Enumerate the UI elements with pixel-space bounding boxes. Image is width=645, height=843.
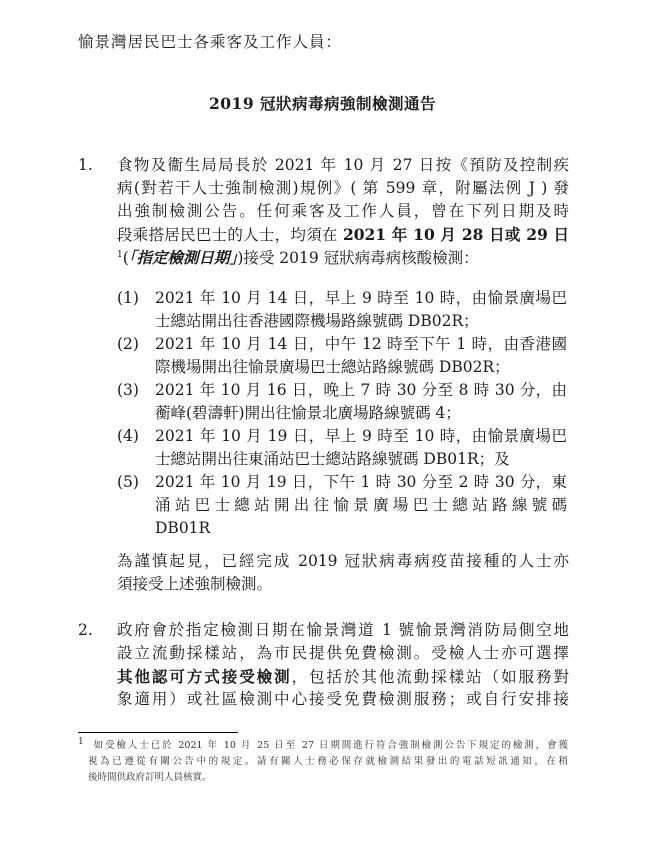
- item-number: (5): [117, 473, 139, 491]
- list-item: 2021 年 10 月 19 日，早上 9 時至 10 時，由愉景廣場巴 士總站開出往東涌站巴士總站路線號碼 DB01R；及: [155, 427, 567, 468]
- footnote: $^1$ 如受檢人士已於 2021 年 10 月 25 日至 27 日期間進行符合強制檢測公告下規定的檢測，會獲 視為已遵從有關公告中的規定。請有關人士務必保存就檢測結果發出的電話短訊通知，在稍 後時間供政府訂明人員核實。: [78, 736, 568, 783]
- list-item: 2021 年 10 月 16 日，晚上 7 時 30 分至 8 時 30 分，由 蘅峰(碧濤軒)開出往愉景北廣場路線號碼 4；: [155, 381, 567, 422]
- para2-body: [117, 619, 569, 711]
- footnote-marker: 1: [78, 736, 84, 747]
- list-item: 2021 年 10 月 14 日，中午 12 時至下午 1 時，由香港國 際機場開出往愉景廣場巴士總站路線號碼 DB02R；: [155, 335, 567, 376]
- item-number: (1): [117, 289, 139, 307]
- para1-line: 食物及衞生局局長於 2021 年 10 月 27 日按《預防及控制疾: [117, 156, 569, 174]
- page-title: 2019 冠狀病毒病強制檢測通告: [208, 94, 437, 113]
- footnote-ref: 1: [117, 249, 123, 260]
- designated-date-term: 「指定檢測日期」: [128, 248, 238, 267]
- para1-body: [117, 154, 569, 269]
- other-methods-bold: 其他認可方式接受檢測: [117, 667, 292, 686]
- list-item: 2021 年 10 月 14 日，早上 9 時至 10 時，由愉景廣場巴 士總站開出往香港國際機場路線號碼 DB02R；: [155, 289, 567, 330]
- item-number: (4): [117, 427, 139, 445]
- para2-line: 設立流動採樣站，為市民提供免費檢測。受檢人士亦可選擇: [117, 644, 569, 662]
- para2-line: 象適用）或社區檢測中心接受免費檢測服務；或自行安排接: [117, 690, 569, 708]
- para1-line: 出強制檢測公告。任何乘客及工作人員，曾在下列日期及時: [117, 202, 569, 220]
- para2-line: 其他認可方式接受檢測，包括於其他流動採樣站（如服務對: [117, 667, 569, 686]
- item-number: (2): [117, 335, 139, 353]
- para1-line: 段乘搭居民巴士的人士，均須在 2021 年 10 月 28 日或 29 日: [117, 225, 569, 244]
- test-dates-bold: 2021 年 10 月 28 日或 29 日: [342, 225, 569, 244]
- para2-number: 2.: [78, 621, 93, 639]
- footnote-divider: [78, 732, 238, 733]
- list-item: 2021 年 10 月 19 日，下午 1 時 30 分至 2 時 30 分，東 涌站巴士總站開出往愉景廣場巴士總站路線號碼 DB01R: [155, 473, 567, 537]
- item-number: (3): [117, 381, 139, 399]
- vaccination-note: 為謹慎起見，已經完成 2019 冠狀病毒病疫苗接種的人士亦 須接受上述強制檢測。: [117, 552, 569, 593]
- para1-line: 病(對若干人士強制檢測)規例》( 第 599 章，附屬法例 J ) 發: [117, 179, 569, 197]
- para2-line: 政府會於指定檢測日期在愉景灣道 1 號愉景灣消防局側空地: [117, 621, 569, 639]
- para1-line: $^1$(「指定檢測日期」)接受 2019 冠狀病毒病核酸檢測：: [117, 248, 479, 267]
- para1-number: 1.: [78, 156, 93, 174]
- greeting: 愉景灣居民巴士各乘客及工作人員：: [78, 33, 343, 51]
